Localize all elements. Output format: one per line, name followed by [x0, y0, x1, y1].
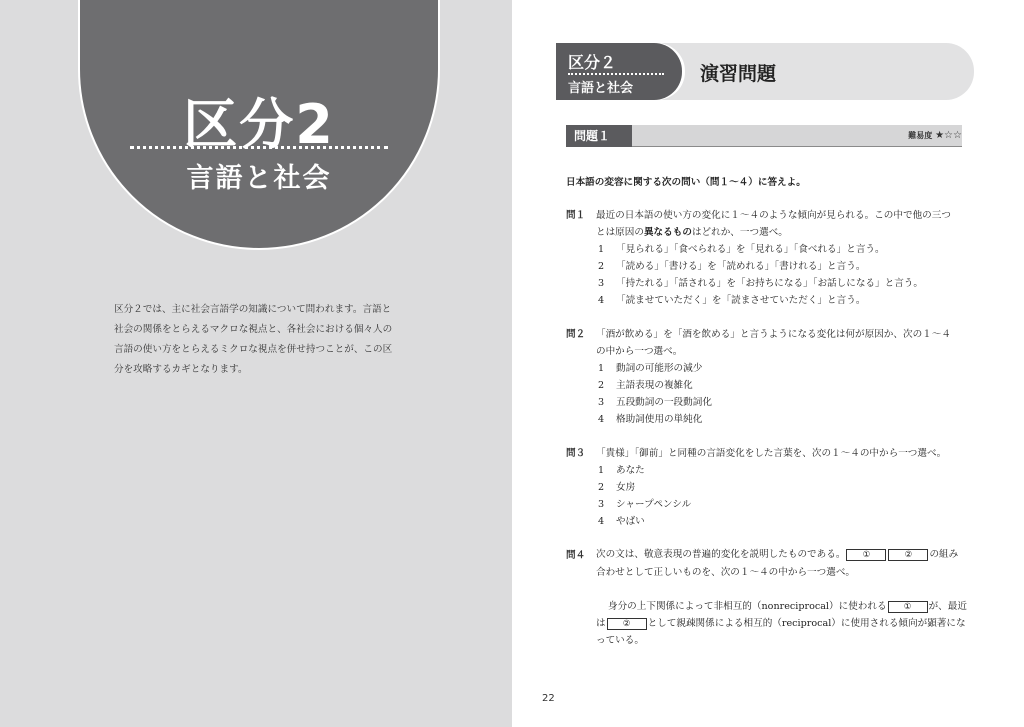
q3-option [598, 513, 645, 527]
q3-text-line: 「貴様」「御前」と同種の言語変化をした言葉を、次の１～４の中から一つ選べ。 [596, 448, 947, 459]
q2-text-line: の中から一つ選べ。 [596, 346, 683, 357]
page-number: 22 [542, 693, 555, 704]
q2-option [598, 394, 712, 408]
q2-option [598, 411, 702, 425]
q4-passage-post: として親疎関係による相互的（reciprocal）に使用される傾向が顕著にな [647, 618, 966, 629]
q4-passage-line [596, 615, 966, 630]
section-tab-subtitle: 言語と社会 [568, 81, 634, 96]
difficulty-label: 難易度 [908, 131, 933, 140]
chapter-title: 区分2 [183, 93, 335, 156]
q4-text-line: 合わせとして正しいものを、次の１～４の中から一つ選べ。 [596, 567, 856, 578]
question-label: 問題１ [574, 129, 611, 143]
q4-passage-pre: 身分の上下関係によって非相互的（nonreciprocal）に使われる [608, 601, 887, 612]
option-text: 主語表現の複雑化 [616, 380, 693, 391]
option-number: 1 [598, 465, 605, 476]
chapter-intro [114, 300, 414, 380]
option-number: 4 [598, 516, 605, 527]
intro-line: 言語の使い方をとらえるミクロな視点を併せ持つことが、この区 [114, 344, 393, 355]
q1-emphasis: 異なるもの [643, 227, 692, 238]
chapter-divider [130, 146, 388, 149]
option-text: 格助詞使用の単純化 [616, 414, 703, 425]
option-number: 1 [598, 244, 605, 255]
q1-text-line [596, 224, 788, 238]
q2-number: 問２ [566, 329, 586, 340]
q4-text-pre: 次の文は、敬意表現の普遍的変化を説明したものである。 [596, 549, 846, 560]
q3-option [598, 462, 645, 476]
option-text: 女房 [616, 482, 636, 493]
blank-box: ① [846, 549, 886, 561]
q1-text-pre: とは原因の [596, 227, 644, 238]
option-number: 4 [598, 295, 605, 306]
q3-option [598, 496, 691, 510]
q2-text-line: 「酒が飲める」を「酒を飲める」と言うようになる変化は何が原因か、次の１～４ [596, 329, 951, 340]
q3-option [598, 479, 635, 493]
q2-option [598, 360, 702, 374]
q3-number: 問３ [566, 448, 586, 459]
section-title: 演習問題 [700, 63, 777, 85]
q4-text-post: の組み [929, 549, 959, 560]
q1-number: 問１ [566, 210, 586, 221]
q4-passage-pre: は [596, 618, 606, 629]
section-tab-divider [568, 73, 664, 75]
chapter-subtitle: 言語と社会 [186, 163, 332, 194]
option-number: 3 [598, 499, 605, 510]
q1-text-line: 最近の日本語の使い方の変化に１～４のような傾向が見られる。この中で他の三つ [596, 210, 951, 221]
instruction-text: 日本語の変容に関する次の問い（問１～４）に答えよ。 [566, 177, 806, 188]
q4-text-line [596, 546, 958, 561]
section-tab-title: 区分２ [568, 53, 617, 72]
option-text: 「持たれる」「話される」を「お持ちになる」「お話しになる」と言う。 [616, 278, 923, 289]
option-number: 2 [598, 380, 605, 391]
option-text: 五段動詞の一段動詞化 [616, 397, 712, 408]
q4-passage-post: が、最近 [928, 601, 967, 612]
option-text: 「見られる」「食べられる」を「見れる」「食べれる」と言う。 [616, 244, 885, 255]
option-number: 2 [598, 261, 605, 272]
option-number: 2 [598, 482, 605, 493]
q1-option [598, 292, 865, 306]
option-text: 「読ませていただく」を「読まさせていただく」と言う。 [616, 295, 866, 306]
option-number: 4 [598, 414, 605, 425]
intro-line: 分を攻略するカギとなります。 [114, 364, 248, 375]
right-page [512, 0, 1024, 727]
option-text: シャープペンシル [616, 499, 692, 510]
star-icon: ★☆☆ [935, 130, 962, 141]
blank-box: ① [888, 601, 928, 613]
q4-passage-line: っている。 [596, 635, 644, 646]
difficulty-rating [908, 130, 962, 141]
option-text: やばい [616, 516, 645, 527]
option-text: 「読める」「書ける」を「読めれる」「書けれる」と言う。 [616, 261, 866, 272]
q4-passage-line [608, 598, 967, 613]
intro-line: 社会の関係をとらえるマクロな視点と、各社会における個々人の [114, 324, 393, 335]
intro-line: 区分２では、主に社会言語学の知識について問われます。言語と [114, 304, 392, 315]
q2-option [598, 377, 693, 391]
option-number: 1 [598, 363, 605, 374]
option-number: 3 [598, 397, 605, 408]
option-number: 3 [598, 278, 605, 289]
q1-text-post: はどれか、一つ選べ。 [691, 227, 788, 238]
q1-option [598, 241, 885, 255]
option-text: 動詞の可能形の減少 [616, 363, 703, 374]
q1-option [598, 275, 923, 289]
q1-option [598, 258, 865, 272]
q4-number: 問４ [566, 550, 586, 561]
blank-box: ② [888, 549, 928, 561]
blank-box: ② [607, 618, 647, 630]
option-text: あなた [616, 465, 645, 476]
